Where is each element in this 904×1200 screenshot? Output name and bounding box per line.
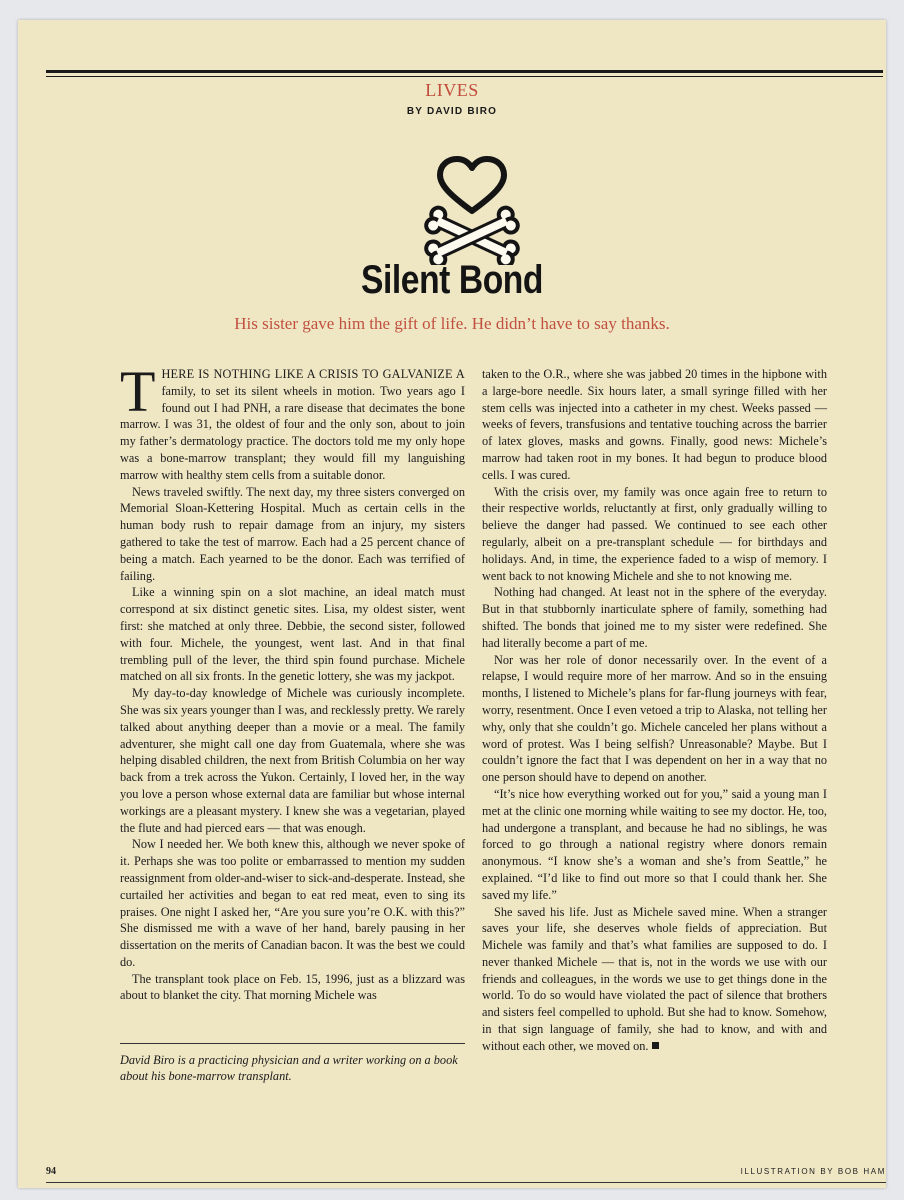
top-rule-thin [46, 76, 883, 77]
left-column [120, 359, 465, 1004]
dek: His sister gave him the gift of life. He didn’t have to say thanks. [234, 314, 670, 333]
page-number: 94 [46, 1166, 56, 1177]
paragraph [482, 904, 827, 1055]
lead-caps: HERE IS NOTHING LIKE A CRISIS TO GALVANIZE A [161, 367, 465, 381]
paragraph: Nor was her role of donor necessarily over. In the event of a relapse, I would require more of her marrow. And so in the ensuing months, I listened to Michele’s plans for far-flung journeys with fear, worry, resentment. Once I even vetoed a trip to Alaska, not telling her why, only that she couldn’t go. Michele canceled her plans without a word of protest. Was I being selfish? Unreasonable? Maybe. But I couldn’t ignore the fact that I was dependent on her in a way that no one person should have to depend on another. [482, 652, 827, 785]
paragraph: “It’s nice how everything worked out for you,” said a young man I met at the clinic one morning while waiting to see my doctor. He, too, had undergone a transplant, and because he had no siblings, he was forced to go through a national registry where donors remain anonymous. “I know she’s a woman and she’s from Seattle,” he explained. “I’d like to find out more so that I could thank her. She saved my life.” [482, 786, 827, 902]
paragraph: taken to the O.R., where she was jabbed 20 times in the hipbone with a large-bore needle. Six hours later, a small syringe filled with her stem cells was injected into a catheter in my chest. Weeks passed — weeks of fevers, transfusions and tentative touching across the barrier of latex gloves, masks and gowns. Finally, good news: Michele’s marrow had taken root in my bones. It had begun to produce blood cells. I was cured. [482, 367, 827, 482]
paragraph: Like a winning spin on a slot machine, an ideal match must correspond at six distinct genetic sites. Lisa, my oldest sister, went first: she matched at only three. Debbie, the second sister, followed with four. Michele, the youngest, went last. And in that final trembling pull of the lever, the third spin found purchase. Michele matched on all six fronts. In the genetic lottery, she was my jackpot. [120, 585, 465, 684]
section-title: LIVES [425, 80, 479, 100]
illustration-credit: ILLUSTRATION BY BOB HAM [740, 1167, 886, 1176]
paragraph: The transplant took place on Feb. 15, 1996, just as a blizzard was about to blanket the city. That morning Michele was [120, 971, 465, 1003]
magazine-page [18, 20, 886, 1188]
bottom-rule [46, 1182, 886, 1183]
lead-paragraph [120, 359, 465, 484]
end-mark-icon [652, 1042, 659, 1049]
paragraph: My day-to-day knowledge of Michele was curiously incomplete. She was six years younger than I was, and recklessly pretty. We rarely talked about anything deeper than a movie or a meal. The family adventurer, she might call one day from Guatemala, where she was helping disabled children, the next from British Columbia on her way back from a trek across the Yukon. Certainly, I loved her, in the way you love a person whose external data are familiar but whose internal workings are a pleasant mystery. I knew she was a vegetarian, played the flute and had pierced ears — that was enough. [120, 686, 465, 835]
paragraph: News traveled swiftly. The next day, my three sisters converged on Memorial Sloan-Kettering Hospital. Much as certain cells in the human body rush to repair damage from an injury, my sisters gathered to take the test of marrow. Each had a 25 percent chance of being a match. Each yearned to be the donor. Each was terrified of failing. [120, 484, 465, 583]
headline: Silent Bond [360, 258, 544, 302]
author-note: David Biro is a practicing physician and a writer working on a book about his bone-marrow transplant. [120, 1043, 465, 1084]
final-paragraph-text: She saved his life. Just as Michele saved mine. When a stranger saves your life, she deserves whole fields of appreciation. But Michele was family and that’s what families are supposed to do. I never thanked Michele — that is, not in the words we use with our friends and colleagues, in the words we use to get things done in the world. To do so would have violated the pact of silence that brothers and sisters feel compelled to uphold. But she had to know. Somehow, in that sign language of family, she had to know, and with and without each other, we moved on. [482, 904, 827, 1053]
drop-cap: T [120, 359, 156, 424]
lead-text: family, to set its silent wheels in motion. Two years ago I found out I had PNH, a rare disease that decimates the bone marrow. I was 31, the oldest of four and the only son, about to join my father’s dermatology practice. The doctors told me my only hope was a bone-marrow transplant; they would fill my languishing marrow with healthy stem cells from a suitable donor. [120, 383, 465, 482]
right-column [482, 366, 827, 1055]
heart-and-crossbones-icon [420, 153, 524, 265]
paragraph: Now I needed her. We both knew this, although we never spoke of it. Perhaps she was too polite or embarrassed to mention my sudden reassignment from older-and-wiser to sick-and-desperate. Instead, she curtailed her activities and began to eat red meat, even to sing its praises. One night I asked her, “Are you sure you’re O.K. with this?” She dismissed me with a wave of her hand, barely pausing in her dissertation on the merits of Canadian bacon. It was the best we could do. [120, 837, 465, 969]
byline: BY DAVID BIRO [406, 106, 498, 117]
paragraph: With the crisis over, my family was once again free to return to their respective worlds, reluctantly at first, only gradually willing to believe the danger had passed. We continued to see each other regularly, albeit on a pre-transplant schedule — for birthdays and holidays. And, in time, the experience faded to a wisp of memory. I went back to not knowing Michele and she to not knowing me. [482, 484, 827, 583]
paragraph: Nothing had changed. At least not in the sphere of the everyday. But in that stubbornly inarticulate sphere of family, something had shifted. The bonds that joined me to my sister were redefined. She had literally become a part of me. [482, 585, 827, 650]
top-rule [46, 70, 883, 73]
